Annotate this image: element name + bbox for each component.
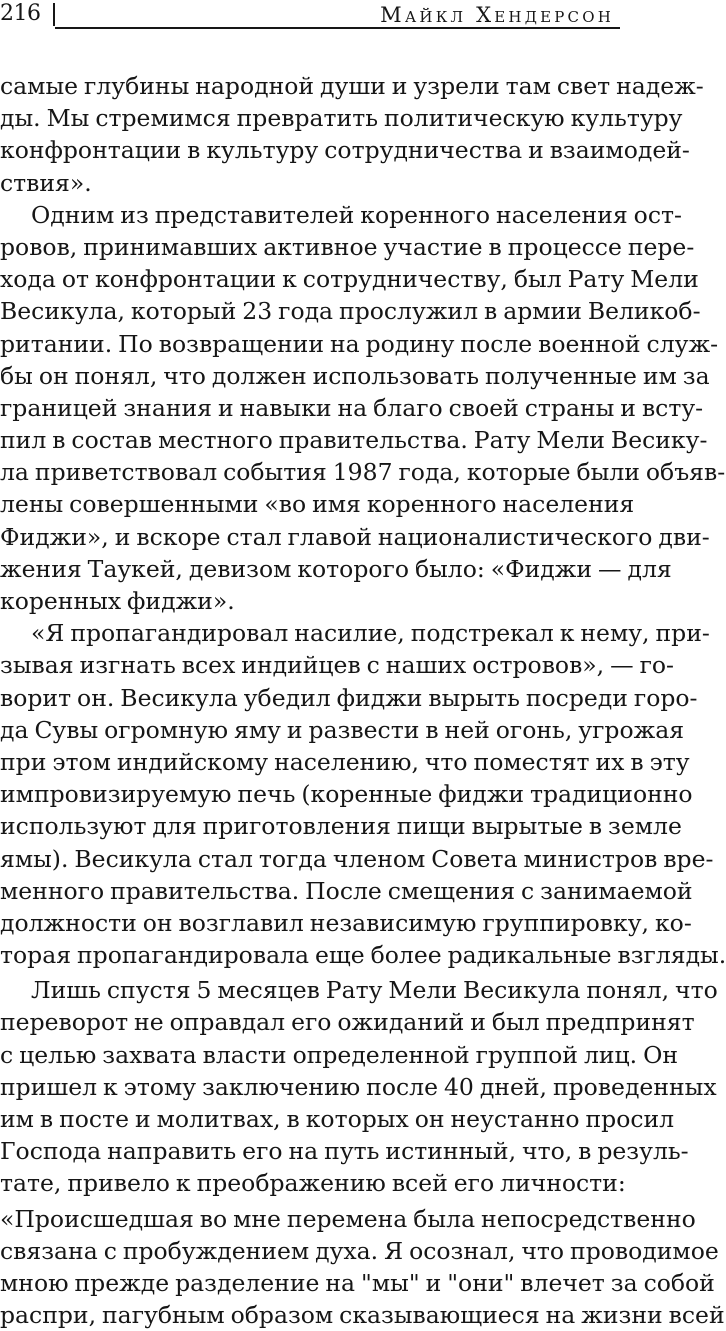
text-line: ямы). Весикула стал тогда членом Совета министров вре-: [0, 844, 714, 873]
text-line: распри, пагубным образом сказывающиеся на жизни всей: [0, 1301, 725, 1330]
text-line: мною прежде разделение на "мы" и "они" влечет за собой: [0, 1268, 715, 1297]
text-line: ствия».: [0, 168, 92, 197]
page-number-divider: [53, 3, 55, 26]
text-line: Одним из представителей коренного населения ост-: [31, 200, 682, 229]
text-line: Фиджи», и вскоре стал главой националистического дви-: [0, 522, 710, 551]
page-body-text: [0, 70, 726, 1331]
text-line: коренных фиджи».: [0, 587, 235, 615]
text-line: ворит он. Весикула убедил фиджи вырыть посреди горо-: [0, 683, 698, 712]
text-line: пил в состав местного правительства. Рату Мели Весику-: [0, 426, 708, 455]
text-line: тате, привело к преображению всей его личности:: [0, 1169, 626, 1198]
running-header: [0, 0, 620, 30]
text-line: зывая изгнать всех индийцев с наших островов», — го-: [0, 651, 674, 680]
text-line: пришел к этому заключению после 40 дней, проведенных: [0, 1072, 717, 1101]
paragraph: [0, 199, 726, 617]
text-line: с целью захвата власти определенной группой лиц. Он: [0, 1040, 679, 1069]
text-line: «Происшедшая во мне перемена была непосредственно: [0, 1204, 696, 1233]
text-line: самые глубины народной души и узрели там свет надеж-: [0, 72, 704, 100]
page-number: 216: [0, 1, 41, 26]
header-rule: [55, 27, 620, 29]
text-line: ды. Мы стремимся превратить политическую культуру: [0, 104, 683, 133]
paragraph: [0, 974, 718, 1199]
text-line: импровизируемую печь (коренные фиджи традиционно: [0, 780, 693, 809]
text-line: используют для приготовления пищи вырытые в земле: [0, 812, 682, 841]
text-line: им в посте и молитвах, в которых он неустанно просил: [0, 1105, 675, 1133]
text-line: при этом индийскому населению, что поместят их в эту: [0, 747, 690, 776]
text-line: менного правительства. После смещения с занимаемой: [0, 876, 693, 905]
text-line: границей знания и навыки на благо своей страны и всту-: [0, 393, 704, 422]
text-line: Лишь спустя 5 месяцев Рату Мели Весикула понял, что: [31, 976, 718, 1005]
text-line: связана с пробуждением духа. Я осознал, что проводимое: [0, 1236, 719, 1265]
text-line: торая пропагандировала еще более радикальные взгляды.: [0, 941, 726, 970]
text-line: конфронтации в культуру сотрудничества и взаимодей-: [0, 136, 690, 165]
paragraph: [0, 617, 726, 971]
text-line: жения Таукей, девизом которого было: «Фиджи — для: [0, 554, 672, 583]
text-line: бы он понял, что должен использовать полученные им за: [0, 361, 710, 390]
text-line: Господа направить его на путь истинный, что, в резуль-: [0, 1137, 689, 1166]
text-line: да Сувы огромную яму и развести в ней огонь, угрожая: [0, 715, 685, 744]
text-line: ла приветствовал события 1987 года, которые были объяв-: [0, 458, 726, 487]
text-line: «Я пропагандировал насилие, подстрекал к нему, при-: [31, 619, 710, 648]
paragraph: [0, 70, 704, 199]
text-line: хода от конфронтации к сотрудничеству, был Рату Мели: [0, 265, 699, 294]
text-line: Весикула, который 23 года прослужил в армии Великоб-: [0, 297, 701, 326]
text-line: ритании. По возвращении на родину после военной служ-: [0, 329, 719, 358]
paragraph: [0, 1203, 725, 1331]
text-line: лены совершенными «во имя коренного населения: [0, 490, 635, 519]
text-line: должности он возглавил независимую группировку, ко-: [0, 908, 692, 937]
text-line: ровов, принимавших активное участие в процессе пере-: [0, 232, 695, 261]
text-line: переворот не оправдал его ожиданий и был предпринят: [0, 1008, 695, 1037]
running-head-author: Майкл Хендерсон: [380, 3, 614, 27]
